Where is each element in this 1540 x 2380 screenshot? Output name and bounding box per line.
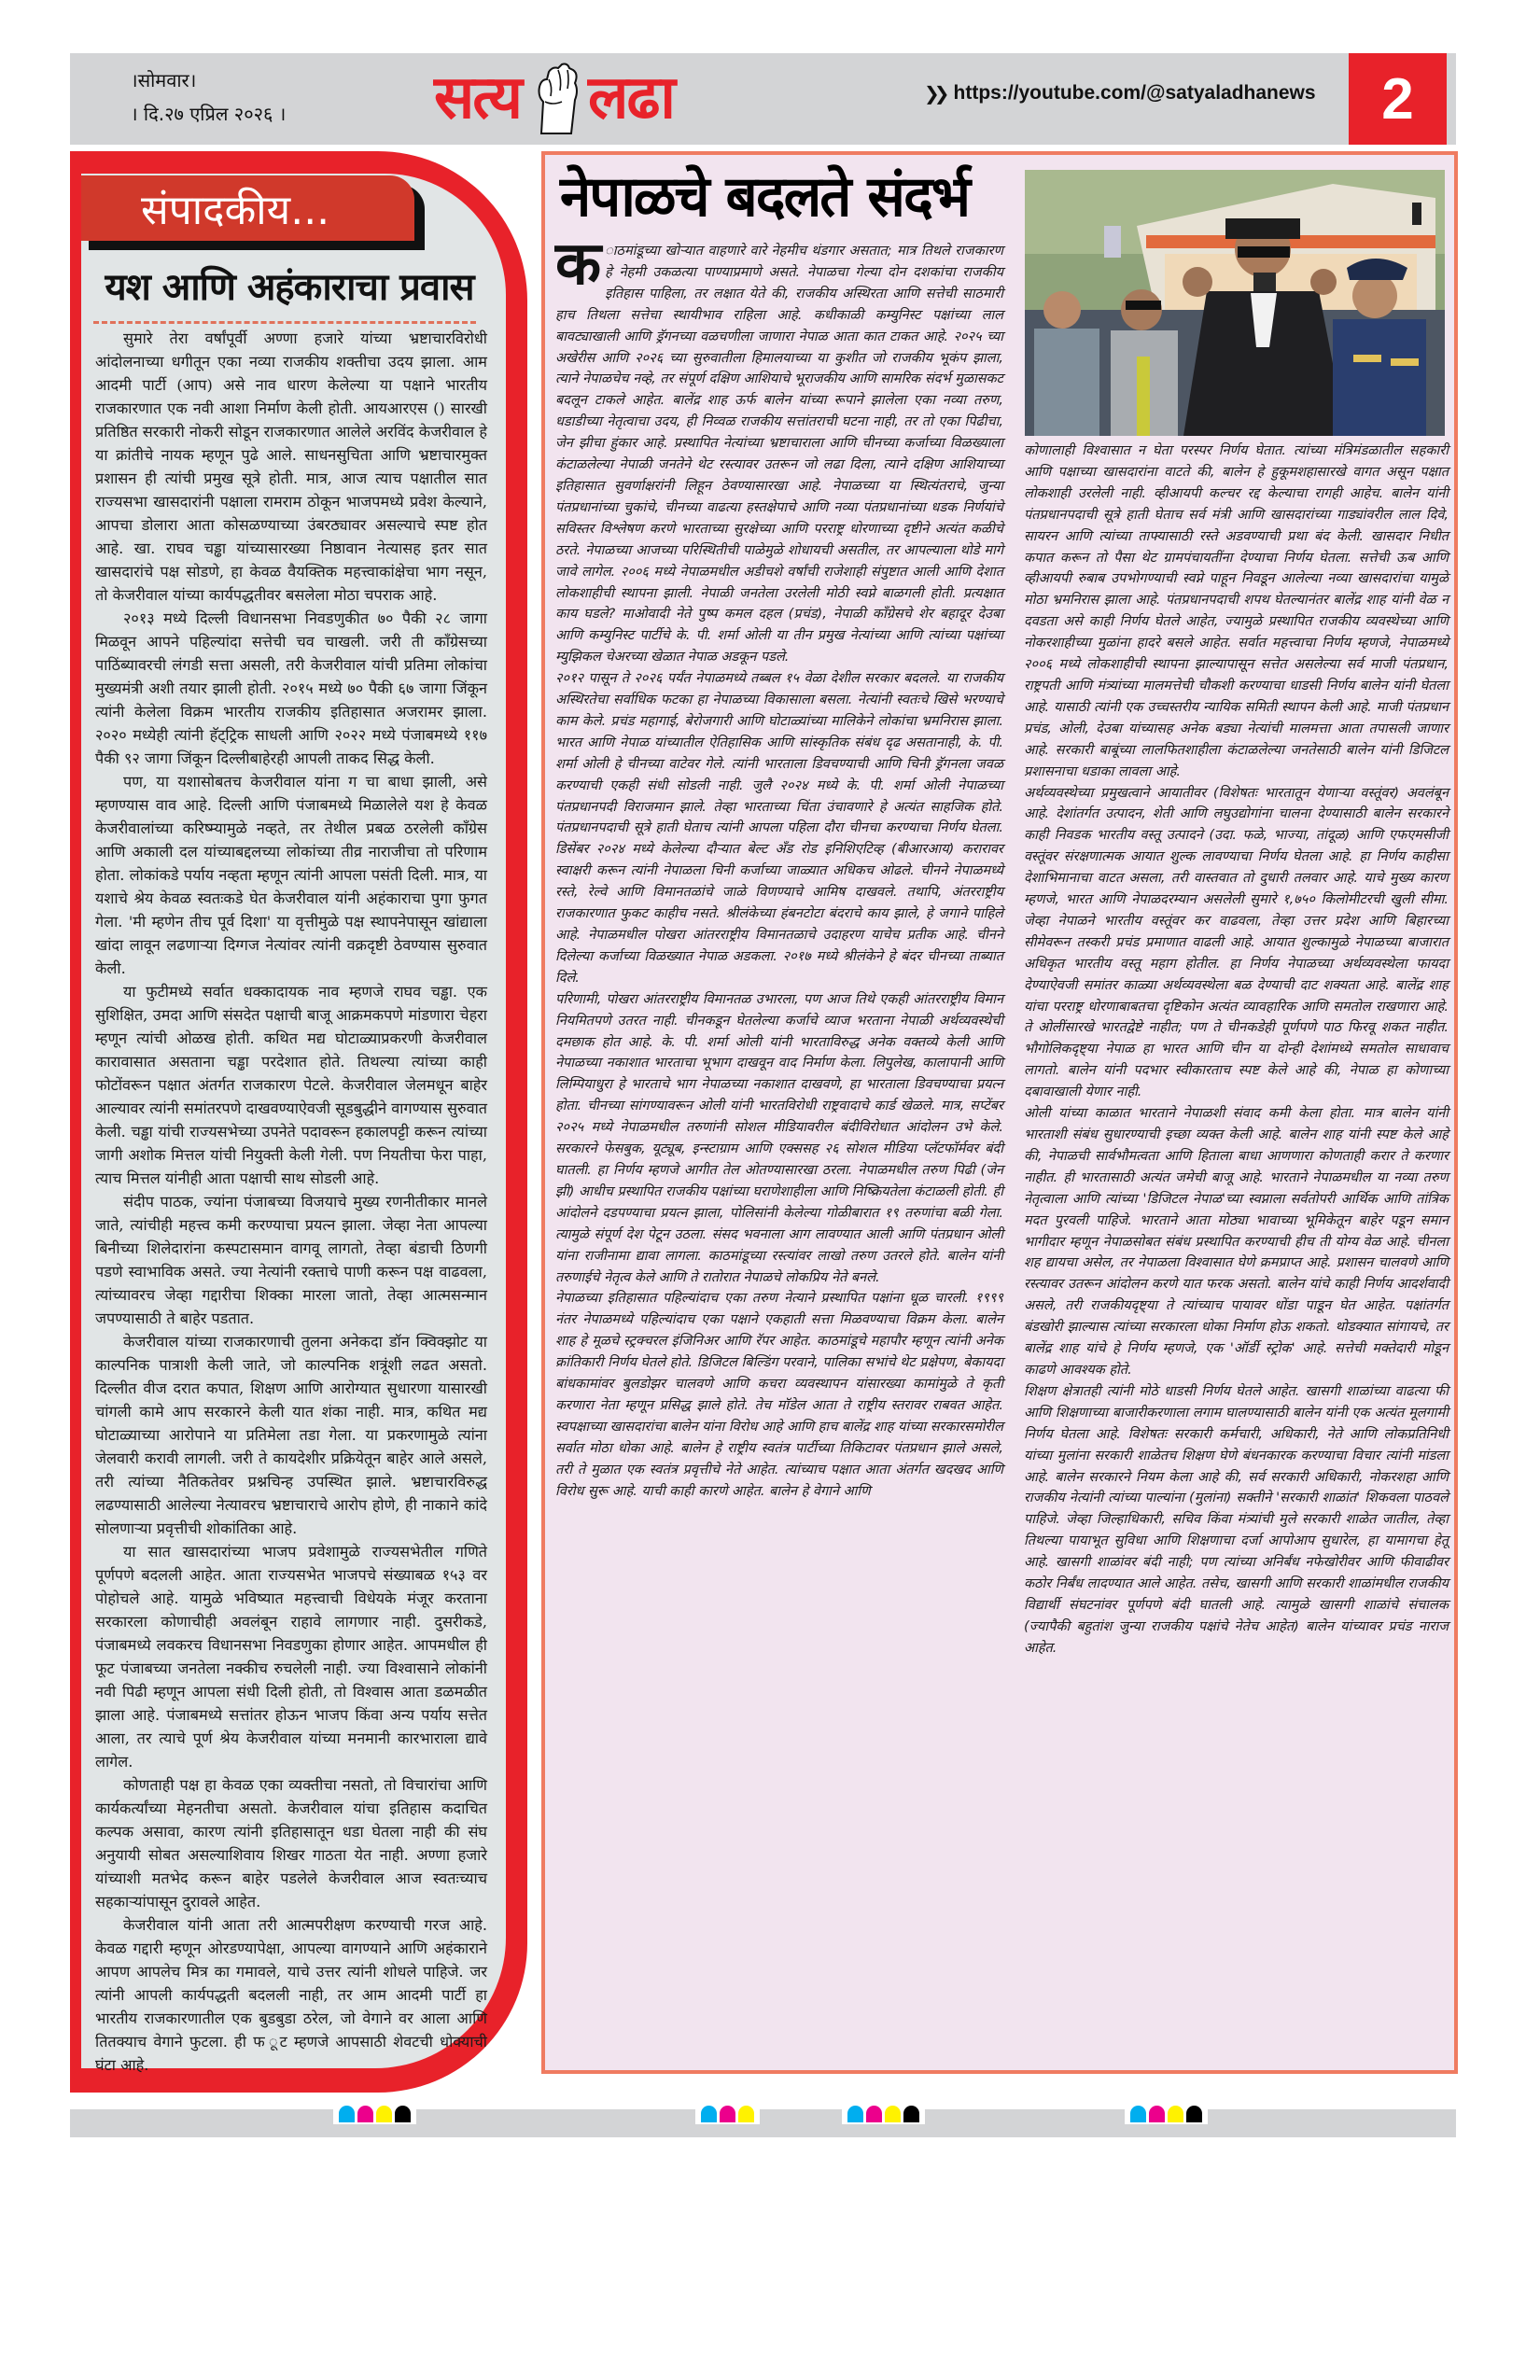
article-paragraph: अर्थव्यवस्थेच्या प्रमुखत्वाने आयातीवर (विशेषतः भारतातून येणाऱ्या वस्तूंवर) अवलंबून आहे. देशांतर्गत उत्पादन, शेती आणि लघुउद्योगांना चालना देण्यासाठी बालेन सरकारने काही निवडक भारतीय वस्तू उत्पादने (उदा. फळे, भाज्या, तांदूळ) आणि एफएमसीजी वस्तूंवर संरक्षणात्मक आयात शुल्क लावण्याचा निर्णय घेतला आहे. हा निर्णय काहीसा देशाभिमानाचा वाटत असला, तरी वास्तवात तो दुधारी तलवार आहे. याचे मुख्य कारण म्हणजे, भारत आणि नेपाळदरम्यान असलेली सुमारे १,७५० किलोमीटरची खुली सीमा. जेव्हा नेपाळने भारतीय वस्तूंवर कर वाढवला, तेव्हा उत्तर प्रदेश आणि बिहारच्या सीमेवरून तस्करी प्रचंड प्रमाणात वाढली आहे. आयात शुल्कामुळे नेपाळच्या बाजारात अधिकृत भारतीय वस्तू महाग होतील. हा निर्णय नेपाळच्या अर्थव्यवस्थेला फायदा देण्याऐवजी समांतर काळ्या अर्थव्यवस्थेला बळ देण्याची दाट शक्यता आहे. बालेंद्र शाह यांचा परराष्ट्र धोरणाबाबतचा दृष्टिकोन अत्यंत व्यावहारिक आणि समतोल राखणारा आहे. ते ओलींसारखे भारतद्वेष्टे नाहीत; पण ते चीनकडेही पूर्णपणे पाठ फिरवू शकत नाहीत. भौगोलिकदृष्ट्या नेपाळ हा भारत आणि चीन या दोन्ही देशांमध्ये समतोल साधावाच लागतो. बालेन यांनी पदभार स्वीकारताच स्पष्ट केले आहे की, नेपाळ हा कोणाच्या दबावाखाली येणार नाही. — [1024, 785, 1449, 1100]
youtube-link[interactable] — [924, 82, 1339, 105]
yellow-dot — [885, 2106, 901, 2122]
drop-cap: क — [555, 230, 602, 299]
editorial-paragraph: २०१३ मध्ये दिल्ली विधानसभा निवडणुकीत ७० पैकी २८ जागा मिळवून आपने पहिल्यांदा सत्तेची चव चाखली. जरी ती काँग्रेसच्या पाठिंब्यावरची लंगडी सत्ता असली, तरी केजरीवाल यांची प्रतिमा लोकांचा मुख्यमंत्री अशी तयार झाली होती. २०१५ मध्ये ७० पैकी ६७ जागा जिंकून त्यांनी केलेला विक्रम भारतीय राजकीय इतिहासात अजरामर झाला. २०२० मध्येही त्यांनी हॅट्ट्रिक साधली आणि २०२२ मध्ये पंजाबमध्ये ११७ पैकी ९२ जागा जिंकून दिल्लीबाहेरही आपली ताकद सिद्ध केली. — [95, 609, 487, 767]
cyan-dot — [339, 2106, 355, 2122]
yellow-dot — [738, 2106, 754, 2122]
article-paragraph: नेपाळच्या इतिहासात पहिल्यांदाच एका तरुण नेत्याने प्रस्थापित पक्षांना धूळ चारली. १९९९ नंतर नेपाळमध्ये पहिल्यांदाच एका पक्षाने एकहाती सत्ता मिळवण्याचा विक्रम केला. बालेन शाह हे मूळचे स्ट्रक्चरल इंजिनिअर आणि रॅपर आहेत. काठमांडूचे महापौर म्हणून त्यांनी अनेक क्रांतिकारी निर्णय घेतले होते. डिजिटल बिल्डिंग परवाने, पालिका सभांचे थेट प्रक्षेपण, बेकायदा बांधकामांवर बुलडोझर चालवणे आणि कचरा व्यवस्थापन यांसारख्या कामांमुळे ते कृती करणारा नेता म्हणून प्रसिद्ध झाले होते. तेच मॉडेल आता ते राष्ट्रीय स्तरावर राबवत आहेत. स्वपक्षाच्या खासदारांचा बालेन यांना विरोध आहे आणि हाच बालेंद्र शाह यांच्या सरकारसमोरील सर्वात मोठा धोका आहे. बालेन हे राष्ट्रीय स्वतंत्र पार्टीच्या तिकिटावर पंतप्रधान झाले असले, तरी ते मुळात एक स्वतंत्र प्रवृत्तीचे नेते आहेत. त्यांच्याच पक्षात आता अंतर्गत खदखद आणि विरोध सुरू आहे. याची काही कारणे आहेत. बालेन हे वेगाने आणि — [555, 1291, 1004, 1499]
youtube-url[interactable]: https://youtube.com/@satyaladhanews — [953, 82, 1316, 104]
registration-mark — [1125, 2104, 1208, 2124]
editorial-body — [95, 327, 487, 2077]
editorial-paragraph: सुमारे तेरा वर्षांपूर्वी अण्णा हजारे यांच्या भ्रष्टाचारविरोधी आंदोलनाच्या धगीतून एका नव्या राजकीय शक्तीचा उदय झाला. आम आदमी पार्टी (आप) असे नाव धारण केलेल्या या पक्षाने भारतीय राजकारणात एक नवी आशा निर्माण केली होती. आयआरएस () सारखी प्रतिष्ठित सरकारी नोकरी सोडून राजकारणात आलेले अरविंद केजरीवाल हे या क्रांतीचे नायक म्हणून पुढे आले. साधनसुचिता आणि भ्रष्टाचारमुक्त प्रशासन ही त्यांची प्रमुख सूत्रे होती. मात्र, आज त्याच पक्षातील सात राज्यसभा खासदारांनी पक्षाला रामराम ठोकून भाजपमध्ये प्रवेश केल्याने, आपचा डोलारा आता कोसळण्याच्या उंबरठ्यावर असल्याचे स्पष्ट होत आहे. खा. राघव चड्ढा यांच्यासारख्या निष्ठावान नेत्यासह इतर सात खासदारांचे पक्ष सोडणे, हा केवळ वैयक्तिक महत्त्वाकांक्षेचा भाग नसून, तो केजरीवाल यांच्या कार्यपद्धतीवर बसलेला मोठा चपराक आहे. — [95, 329, 487, 604]
page-number: 2 — [1349, 53, 1447, 145]
editorial-tag: संपादकीय... — [81, 175, 414, 241]
logo-word-left: सत्य — [434, 63, 521, 133]
article-paragraph: ओली यांच्या काळात भारताने नेपाळशी संवाद कमी केला होता. मात्र बालेन यांनी भारताशी संबंध सुधारण्याची इच्छा व्यक्त केली आहे. बालेन शाह यांनी स्पष्ट केले आहे की, नेपाळची सार्वभौमत्वता आणि हिताला बाधा आणणारा कोणताही करार ते करणार नाहीत. ही भारतासाठी अत्यंत जमेची बाजू आहे. भारताने नेपाळमधील या नव्या तरुण नेतृत्वाला आणि त्यांच्या 'डिजिटल नेपाळ'च्या स्वप्नाला सर्वतोपरी आर्थिक आणि तांत्रिक मदत पुरवली पाहिजे. भारताने आता मोठ्या भावाच्या भूमिकेतून बाहेर पडून समान भागीदार म्हणून नेपाळसोबत संबंध प्रस्थापित करण्याची हीच ती योग्य वेळ आहे. चीनला शह द्यायचा असेल, तर नेपाळला विश्वासात घेणे क्रमप्राप्त आहे. प्रशासन चालवणे आणि रस्त्यावर उतरून आंदोलन करणे यात फरक असतो. बालेन यांचे काही निर्णय आदर्शवादी असले, तरी राजकीयदृष्ट्या ते त्यांच्याच पायावर धोंडा पाडून घेत आहेत. पक्षांतर्गत बंडखोरी झाल्यास त्यांच्या सरकारला धोका निर्माण होऊ शकतो. थोडक्यात सांगायचे, तर बालेंद्र शाह यांचे हे निर्णय म्हणजे, एक 'ऑर्डी स्ट्रोक' आहे. सत्तेची मक्तेदारी मोडून काढणे आवश्यक होते. — [1024, 1106, 1449, 1378]
crowd-photo-illustration — [1025, 170, 1445, 436]
magenta-dot — [866, 2106, 882, 2122]
magenta-dot — [357, 2106, 373, 2122]
double-chevron-icon: ❯❯ — [924, 82, 945, 105]
article-paragraph: कोणालाही विश्वासात न घेता परस्पर निर्णय घेतात. त्यांच्या मंत्रिमंडळातील सहकारी आणि पक्षाच्या खासदारांना वाटते की, बालेन हे हुकूमशहासारखे वागत असून पक्षात लोकशाही उरलेली नाही. व्हीआयपी कल्चर रद्द केल्याचा रागही आहेच. बालेन यांनी पंतप्रधानपदाची सूत्रे हाती घेताच सर्व मंत्री आणि खासदारांच्या गाड्यांवरील लाल दिवे, सायरन आणि त्यांच्या ताफ्यासाठी रस्ते अडवण्याची प्रथा बंद केली. खासदार निधीत कपात करून तो पैसा थेट ग्रामपंचायतींना देण्याचा निर्णय घेतला. सत्तेची ऊब आणि व्हीआयपी रुबाब उपभोगण्याची स्वप्ने पाहून निवडून आलेल्या नव्या खासदारांचा यामुळे मोठा भ्रमनिरास झाला आहे. पंतप्रधानपदाची शपथ घेतल्यानंतर बालेंद्र शाह यांनी वेळ न दवडता असे काही निर्णय घेतले आहेत, ज्यामुळे प्रस्थापित राजकीय व्यवस्थेच्या आणि नोकरशाहीच्या मुळांना हादरे बसले आहेत. सर्वात महत्त्वाचा निर्णय म्हणजे, नेपाळमध्ये २००६ मध्ये लोकशाहीची स्थापना झाल्यापासून सत्तेत असलेल्या सर्व माजी पंतप्रधान, राष्ट्रपती आणि मंत्र्यांच्या मालमत्तेची चौकशी करण्याचा धाडसी निर्णय बालेन यांनी घेतला आहे. यासाठी त्यांनी एक उच्चस्तरीय न्यायिक समिती स्थापन केली आहे. माजी पंतप्रधान प्रचंड, ओली, देउबा यांच्यासह अनेक बड्या नेत्यांची मालमत्ता आता तपासली जाणार आहे. सरकारी बाबूंच्या लालफितशाहीला कंटाळलेल्या जनतेसाठी बालेन यांनी डिजिटल प्रशासनाचा धडाका लावला आहे. — [1024, 443, 1449, 779]
logo-word-right: लढा — [587, 63, 674, 133]
cyan-dot — [847, 2106, 863, 2122]
editorial-paragraph: कोणताही पक्ष हा केवळ एका व्यक्तीचा नसतो, तो विचारांचा आणि कार्यकर्त्यांच्या मेहनतीचा असतो. केजरीवाल यांचा इतिहास कदाचित कल्पक असावा, कारण त्यांनी इतिहासातून धडा घेतला नाही की संघ अनुयायी सोबत असल्याशिवाय शिखर गाठता येत नाही. अण्णा हजारे यांच्याशी मतभेद करून बाहेर पडलेले केजरीवाल आज स्वतःच्याच सहकाऱ्यांपासून दुरावले आहेत. — [95, 1776, 487, 1911]
editorial-paragraph: या फुटीमध्ये सर्वात धक्कादायक नाव म्हणजे राघव चड्ढा. एक सुशिक्षित, उमदा आणि संसदेत पक्षाची बाजू आक्रमकपणे मांडणारा चेहरा म्हणून त्यांची ओळख होती. कथित मद्य घोटाळ्याप्रकरणी केजरीवाल कारावासात असताना चड्ढा परदेशात होते. तिथल्या त्यांच्या काही फोटोंवरून पक्षात अंतर्गत राजकारण पेटले. केजरीवाल जेलमधून बाहेर आल्यावर त्यांनी समांतरपणे दाखवण्याऐवजी सूडबुद्धीने वागण्यास सुरुवात केली. चड्ढा यांची राज्यसभेच्या उपनेते पदावरून हकालपट्टी करून त्यांच्या जागी अशोक मित्तल यांची नियुक्ती केली गेली. पण नियतीचा फेरा पाहा, त्याच मित्तल यांनीही आता पक्षाची साथ सोडली आहे. — [95, 983, 488, 1187]
article-paragraph: २०१२ पासून ते २०२६ पर्यंत नेपाळमध्ये तब्बल १५ वेळा देशील सरकार बदलले. या राजकीय अस्थिरतेचा सर्वाधिक फटका हा नेपाळच्या विकासाला बसला. नेत्यांनी स्वतःचे खिसे भरण्याचे काम केले. प्रचंड महागाई, बेरोजगारी आणि घोटाळ्यांच्या मालिकेने लोकांचा भ्रमनिरास झाला. भारत आणि नेपाळ यांच्यातील ऐतिहासिक आणि सांस्कृतिक संबंध दृढ असतानाही, के. पी. शर्मा ओली हे चीनच्या वाटेवर गेले. त्यांनी भारताला डिवचण्याची आणि चिनी ड्रॅगनला जवळ करण्याची एकही संधी सोडली नाही. जुलै २०२४ मध्ये के. पी. शर्मा ओली नेपाळच्या पंतप्रधानपदी विराजमान झाले. तेव्हा भारताच्या चिंता उंचावणारे हे अत्यंत साहजिक होते. पंतप्रधानपदाची सूत्रे हाती घेताच त्यांनी आपला पहिला दौरा चीनचा करण्याचा निर्णय घेतला. डिसेंबर २०२४ मध्ये केलेल्या दौऱ्यात बेल्ट अँड रोड इनिशिएटिव्ह (बीआरआय) करारावर स्वाक्षरी करून त्यांनी नेपाळला चिनी कर्जाच्या जाळ्यात अधिकच ओढले. चीनने नेपाळमध्ये रस्ते, रेल्वे आणि विमानतळांचे जाळे विणण्याचे आमिष दाखवले. तथापि, अंतरराष्ट्रीय राजकारणात फुकट काहीच नसते. श्रीलंकेच्या हंबनटोटा बंदराचे काय झाले, हे जगाने पाहिले आहे. नेपाळमधील पोखरा आंतरराष्ट्रीय विमानतळाचे उदाहरण याचेच प्रतीक आहे. चीनने दिलेल्या कर्जाच्या विळख्यात नेपाळ अडकला. २०१७ मध्ये श्रीलंकेने हे बंदर चीनच्या ताब्यात दिले. — [555, 671, 1003, 986]
magenta-dot — [1149, 2106, 1165, 2122]
article-paragraph: परिणामी, पोखरा आंतरराष्ट्रीय विमानतळ उभारला, पण आज तिथे एकही आंतरराष्ट्रीय विमान नियमितपणे उतरत नाही. चीनकडून घेतलेल्या कर्जाचे व्याज भरताना नेपाळी अर्थव्यवस्थेची दमछाक होत आहे. के. पी. शर्मा ओली यांनी भारताविरुद्ध अनेक वक्तव्ये केली आणि नेपाळच्या नकाशात भारताचा भूभाग दाखवून वाद निर्माण केला. लिपुलेख, कालापानी आणि लिम्पियाधुरा हे भारताचे भाग नेपाळच्या नकाशात दाखवणे, हा भारताला डिवचण्याचा प्रयत्न होता. चीनच्या सांगण्यावरून ओली यांनी भारतविरोधी राष्ट्रवादाचे कार्ड खेळले. मात्र, सप्टेंबर २०२५ मध्ये नेपाळमधील तरुणांनी सोशल मीडियावरील बंदीविरोधात आंदोलन उभे केले. सरकारने फेसबुक, यूट्यूब, इन्स्टाग्राम आणि एक्ससह २६ सोशल मीडिया प्लॅटफॉर्मवर बंदी घातली. हा निर्णय म्हणजे आगीत तेल ओतण्यासारखा ठरला. नेपाळमधील तरुण पिढी (जेन झी) आधीच प्रस्थापित राजकीय पक्षांच्या घराणेशाहीला आणि निष्क्रियतेला कंटाळली होती. ही आंदोलने दडपण्याचा प्रयत्न झाला, पोलिसांनी केलेल्या गोळीबारात १९ तरुणांचा बळी गेला. त्यामुळे संपूर्ण देश पेटून उठला. संसद भवनाला आग लावण्यात आली आणि पंतप्रधान ओली यांना राजीनामा द्यावा लागला. काठमांडूच्या रस्त्यांवर लाखो तरुण उतरले होते. बालेन यांनी तरुणाईचे नेतृत्व केले आणि ते रातोरात नेपाळचे लोकप्रिय नेते बनले. — [555, 991, 1003, 1285]
article-paragraph: शिक्षण क्षेत्रातही त्यांनी मोठे धाडसी निर्णय घेतले आहेत. खासगी शाळांच्या वाढत्या फी आणि शिक्षणाच्या बाजारीकरणाला लगाम घालण्यासाठी बालेन यांनी एक अत्यंत मूलगामी निर्णय घेतला आहे. विशेषतः सरकारी कर्मचारी, अधिकारी, नेते आणि लोकप्रतिनिधी यांच्या मुलांना सरकारी शाळेतच शिक्षण घेणे बंधनकारक करण्याचा विचार त्यांनी मांडला आहे. बालेन सरकारने नियम केला आहे की, सर्व सरकारी अधिकारी, नोकरशहा आणि राजकीय नेत्यांनी त्यांच्या पाल्यांना (मुलांना) सक्तीने 'सरकारी शाळांत' शिकवला पाठवले पाहिजे. जेव्हा जिल्हाधिकारी, सचिव किंवा मंत्र्यांची मुले सरकारी शाळेत जातील, तेव्हा तिथल्या पायाभूत सुविधा आणि शिक्षणाचा दर्जा आपोआप सुधारेल, हा यामागचा हेतू आहे. खासगी शाळांवर बंदी नाही; पण त्यांच्या अनिर्बंध नफेखोरीवर आणि फीवाढीवर कठोर निर्बंध लादण्यात आले आहेत. तसेच, खासगी आणि सरकारी शाळांमधील राजकीय विद्यार्थी संघटनांवर पूर्णपणे बंदी घातली आहे. त्यामुळे खासगी शाळांचे संचालक (ज्यापैकी बहुतांश जुन्या राजकीय पक्षांचे नेतेच आहेत) बालेन यांच्यावर प्रचंड नाराज आहेत. — [1024, 1383, 1449, 1656]
raised-fist-icon — [525, 59, 584, 137]
footer-bar — [70, 2109, 1456, 2137]
black-dot — [903, 2106, 919, 2122]
registration-mark — [842, 2104, 925, 2124]
article-column-1 — [555, 230, 1004, 1502]
cyan-dot — [1130, 2106, 1146, 2122]
editorial-paragraph: या सात खासदारांच्या भाजप प्रवेशामुळे राज्यसभेतील गणिते पूर्णपणे बदलली आहेत. आता राज्यसभेत भाजपचे संख्याबळ १५३ वर पोहोचले आहे. यामुळे भविष्यात महत्त्वाची विधेयके मंजूर करताना सरकारला कोणाचीही अवलंबून राहावे लागणार नाही. दुसरीकडे, पंजाबमध्ये लवकरच विधानसभा निवडणुका होणार आहेत. आपमधील ही फूट पंजाबच्या जनतेला नक्कीच रुचलेली नाही. ज्या विश्वासाने लोकांनी नवी पिढी म्हणून आपला संधी दिली होती, तो विश्वास आता डळमळीत झाला आहे. पंजाबमध्ये सत्तांतर होऊन भाजप किंवा अन्य पर्याय सत्तेत आला, तर त्याचे पूर्ण श्रेय केजरीवाल यांच्या मनमानी कारभाराला द्यावे लागेल. — [95, 1543, 487, 1771]
magenta-dot — [720, 2106, 735, 2122]
editorial-paragraph: केजरीवाल यांनी आता तरी आत्मपरीक्षण करण्याची गरज आहे. केवळ गद्दारी म्हणून ओरडण्यापेक्षा, आपल्या वागण्याने आणि अहंकाराने आपण आपलेच मित्र का गमावले, याचे उत्तर त्यांनी शोधले पाहिजे. जर त्यांनी आपली कार्यपद्धती बदलली नाही, तर आम आदमी पार्टी हा भारतीय राजकारणातील एक बुडबुडा ठरेल, जो वेगाने वर आला आणि तितक्याच वेगाने फुटला. ही फ ूट म्हणजे आपसाठी शेवटची धोक्याची घंटा आहे. — [95, 1916, 487, 2074]
article-photo — [1025, 170, 1445, 436]
editorial-paragraph: केजरीवाल यांच्या राजकारणाची तुलना अनेकदा डॉन क्विक्झोट या काल्पनिक पात्राशी केली जाते, जो काल्पनिक शत्रूंशी लढत असतो. दिल्लीत वीज दरात कपात, शिक्षण आणि आरोग्यात सुधारणा यासारखी चांगली कामे आप सरकारने केली यात शंका नाही. मात्र, कथित मद्य घोटाळ्याच्या आरोपाने या प्रतिमेला तडा गेला. या प्रकरणामुळे त्यांना जेलवारी करावी लागली. जरी ते कायदेशीर प्रक्रियेतून बाहेर आले असले, तरी त्यांच्या नैतिकतेवर प्रश्नचिन्ह उपस्थित झाले. भ्रष्टाचारविरुद्ध लढण्यासाठी आलेल्या नेत्यावरच भ्रष्टाचाराचे आरोप होणे, ही नाकाने कांदे सोलणाऱ्या प्रवृत्तीची शोकांतिका आहे. — [95, 1333, 487, 1537]
cyan-dot — [701, 2106, 717, 2122]
weekday-label: ।सोमवार। — [131, 69, 197, 91]
yellow-dot — [1168, 2106, 1183, 2122]
black-dot — [395, 2106, 411, 2122]
newspaper-logo — [434, 56, 674, 140]
editorial-paragraph: संदीप पाठक, ज्यांना पंजाबच्या विजयाचे मुख्य रणनीतीकार मानले जाते, त्यांचीही महत्त्व कमी करण्याचा प्रयत्न झाला. जेव्हा नेता आपल्या बिनीच्या शिलेदारांना कस्पटासमान वागवू लागतो, तेव्हा बंडाची ठिणगी पडणे स्वाभाविक असते. ज्या नेत्यांनी रक्ताचे पाणी करून पक्ष वाढवला, त्यांच्यावरच जेव्हा गद्दारीचा शिक्का मारला जातो, तेव्हा आत्मसन्मान जपण्यासाठी ते बाहेर पडतात. — [95, 1193, 487, 1327]
article-paragraph: ाठमांडूच्या खोऱ्यात वाहणारे वारे नेहमीच थंडगार असतात; मात्र तिथले राजकारण हे नेहमी उकळत्या पाण्याप्रमाणे असते. नेपाळचा गेल्या दोन दशकांचा राजकीय इतिहास पाहिला, तर लक्षात येते की, राजकीय अस्थिरता आणि सत्तेची साठमारी हाच तिथला सत्तेचा स्थायीभाव राहिला आहे. कधीकाळी कम्युनिस्ट पक्षांच्या लाल बावट्याखाली आणि ड्रॅगनच्या वळचणीला जाणारा नेपाळ आता कात टाकत आहे. २०२५ च्या अखेरीस आणि २०२६ च्या सुरुवातीला हिमालयाच्या या कुशीत जो राजकीय भूकंप झाला, त्याने नेपाळचेच नव्हे, तर संपूर्ण दक्षिण आशियाचे भूराजकीय आणि सामरिक संदर्भ मुळासकट बदलून टाकले आहेत. बालेंद्र शाह ऊर्फ बालेन यांच्या रूपाने झालेला एका नव्या तरुण, धडाडीच्या नेतृत्वाचा उदय, ही निव्वळ राजकीय सत्तांतराची घटना नाही, तर तो एका पिढीचा, जेन झीचा हुंकार आहे. प्रस्थापित नेत्यांच्या भ्रष्टाचाराला आणि चीनच्या कर्जाच्या विळख्याला कंटाळलेल्या नेपाळी जनतेने थेट रस्त्यावर उतरून जो लढा दिला, त्याने दक्षिण आशियाच्या इतिहासात सुवर्णाक्षरांनी लिहून ठेवण्यासारखा आहे. नेपाळच्या या स्थित्यंतराचे, जुन्या पंतप्रधानांच्या चुकांचे, चीनच्या वाढत्या हस्तक्षेपाचे आणि नव्या पंतप्रधानांच्या धडक निर्णयांचे सविस्तर विश्लेषण करणे भारताच्या सुरक्षेच्या आणि परराष्ट्र धोरणाच्या दृष्टीने अत्यंत कळीचे ठरते. नेपाळच्या आजच्या परिस्थितीची पाळेमुळे शोधायची असतील, तर आपल्याला थोडे मागे जावे लागेल. २००६ मध्ये नेपाळमधील अडीचशे वर्षांची राजेशाही संपुष्टात आली आणि देशात लोकशाहीची स्थापना झाली. नेपाळी जनतेला उरलेली मोठी स्वप्ने बाळगली होती. प्रत्यक्षात काय घडले? माओवादी नेते पुष्प कमल दहल (प्रचंड), नेपाळी काँग्रेसचे शेर बहादूर देउबा आणि कम्युनिस्ट पार्टीचे के. पी. शर्मा ओली या तीन प्रमुख नेत्यांच्या आणि त्यांच्या पक्षांच्या म्युझिकल चेअरच्या खेळात नेपाळ अडकून पडले. — [555, 244, 1003, 665]
date-label: । दि.२७ एप्रिल २०२६ । — [131, 103, 287, 125]
article-column-2 — [1024, 441, 1449, 1659]
yellow-dot — [376, 2106, 392, 2122]
article-headline: नेपाळचे बदलते संदर्भ — [560, 164, 969, 230]
editorial-divider — [93, 321, 476, 324]
registration-mark — [695, 2104, 760, 2124]
editorial-paragraph: पण, या यशासोबतच केजरीवाल यांना ग चा बाधा झाली, असे म्हणण्यास वाव आहे. दिल्ली आणि पंजाबमध्ये मिळालेले यश हे केवळ केजरीवालांच्या करिष्म्यामुळे नव्हते, तर तेथील प्रबळ ठरलेली काँग्रेस आणि अकाली दल यांच्याबद्दलच्या लोकांच्या तीव्र नाराजीचा तो परिणाम होता. लोकांकडे पर्याय नव्हता म्हणून त्यांनी आपला पसंती दिली. मात्र, या यशाचे श्रेय केवळ स्वतःकडे घेत केजरीवाल यांनी अहंकाराचा पुगा फुगत गेला. 'मी म्हणेन तीच पूर्व दिशा' या वृत्तीमुळे पक्ष स्थापनेपासून खांद्याला खांदा लावून लढणाऱ्या दिग्गज नेत्यांवर त्यांनी वक्रदृष्टी ठेवण्यास सुरुवात केली. — [95, 773, 487, 977]
editorial-title: यश आणि अहंकाराचा प्रवास — [105, 266, 474, 309]
black-dot — [1186, 2106, 1202, 2122]
registration-mark — [333, 2104, 416, 2124]
